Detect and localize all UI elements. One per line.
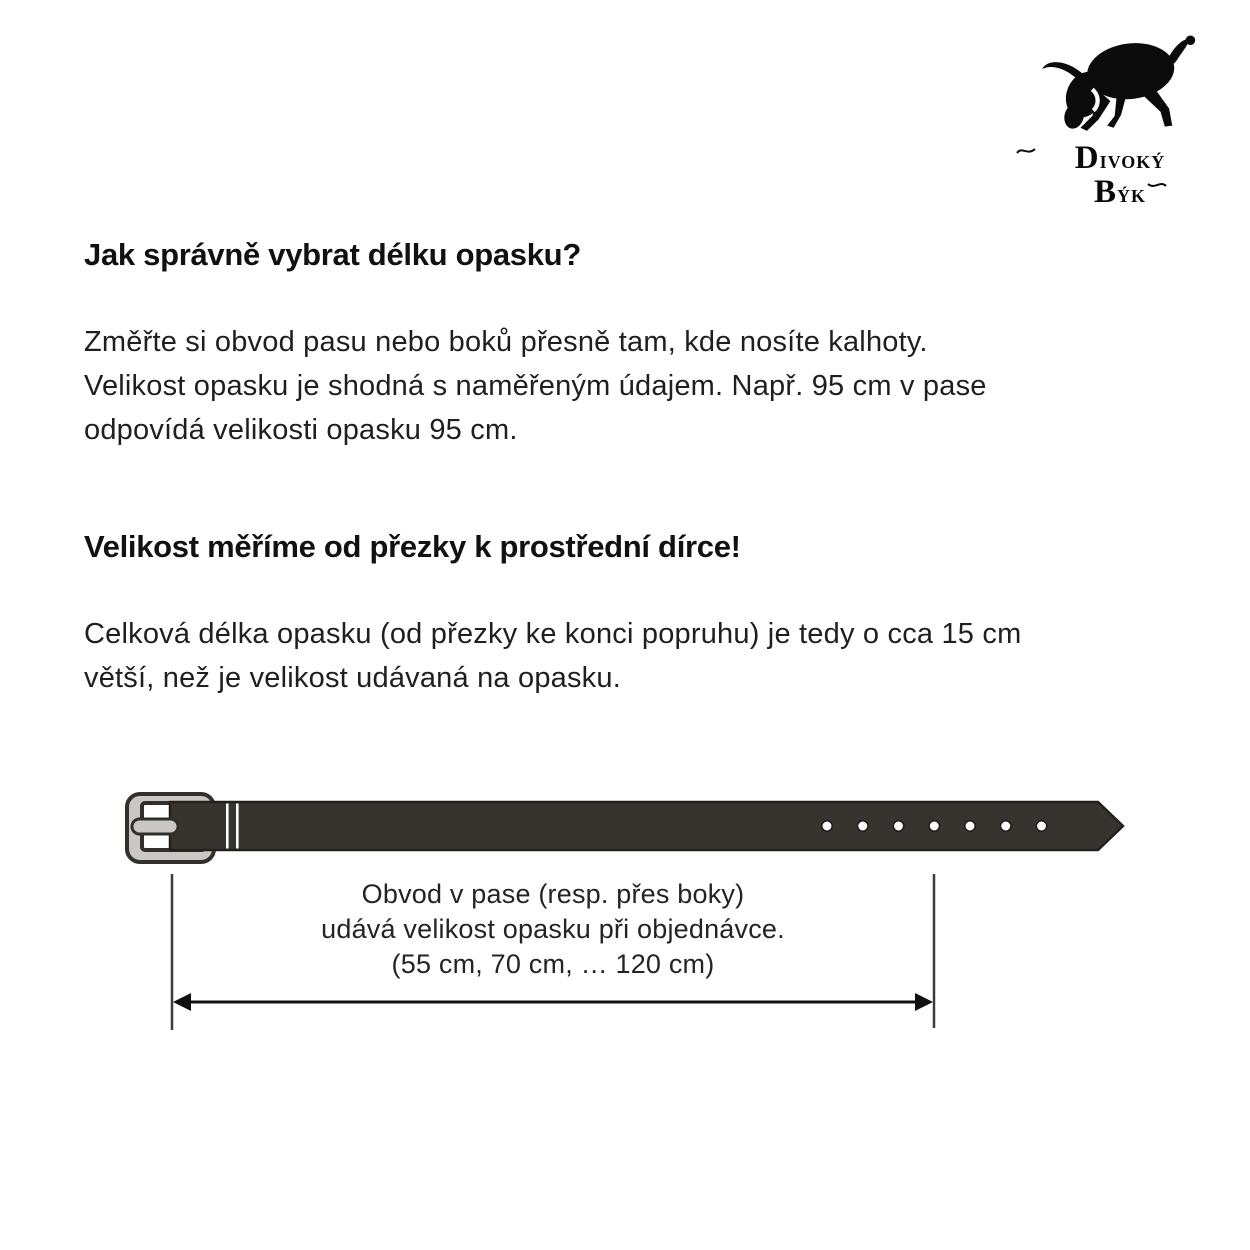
belt-keeper-line bbox=[226, 804, 229, 849]
section1-heading: Jak správně vybrat délku opasku? bbox=[84, 237, 581, 272]
dimension-arrowhead-right bbox=[915, 993, 933, 1011]
belt-hole bbox=[893, 821, 903, 831]
section1-line1: Změřte si obvod pasu nebo boků přesně tam, kde nosíte kalhoty. bbox=[84, 326, 928, 358]
section2-line1: Celková délka opasku (od přezky ke konci popruhu) je tedy o cca 15 cm bbox=[84, 618, 1022, 650]
buckle-prong bbox=[132, 819, 178, 834]
caption-line3: (55 cm, 70 cm, … 120 cm) bbox=[391, 949, 715, 979]
section2-line2: větší, než je velikost udávaná na opasku. bbox=[84, 662, 621, 694]
brand-name-line1 bbox=[1020, 142, 1220, 175]
caption-line1: Obvod v pase (resp. přes boky) bbox=[361, 879, 745, 909]
section1-line3: odpovídá velikosti opasku 95 cm. bbox=[84, 414, 518, 446]
section2-heading: Velikost měříme od přezky k prostřední dírce! bbox=[84, 529, 741, 564]
section1-line2: Velikost opasku je shodná s naměřeným údajem. Např. 95 cm v pase bbox=[84, 370, 987, 402]
belt-hole bbox=[929, 821, 939, 831]
section1-paragraph bbox=[84, 320, 987, 452]
brand-word-divoky: Divoký bbox=[1074, 140, 1166, 176]
belt-hole bbox=[822, 821, 832, 831]
bull-icon bbox=[1040, 28, 1200, 140]
brand-logo bbox=[1020, 28, 1220, 209]
belt-hole bbox=[858, 821, 868, 831]
belt-strap bbox=[170, 802, 1123, 850]
belt-keeper-line bbox=[236, 804, 239, 849]
caption-line2: udává velikost opasku při objednávce. bbox=[321, 914, 785, 944]
brand-word-byk: Býk bbox=[1093, 174, 1146, 210]
dimension-arrowhead-left bbox=[173, 993, 191, 1011]
swash-left-icon bbox=[1016, 146, 1036, 156]
brand-name-line2 bbox=[1020, 176, 1220, 209]
belt-hole bbox=[1001, 821, 1011, 831]
section2-paragraph bbox=[84, 612, 1021, 700]
dimension-caption bbox=[172, 877, 934, 982]
belt-hole bbox=[965, 821, 975, 831]
swash-right-icon bbox=[1147, 180, 1167, 190]
belt-hole bbox=[1036, 821, 1046, 831]
